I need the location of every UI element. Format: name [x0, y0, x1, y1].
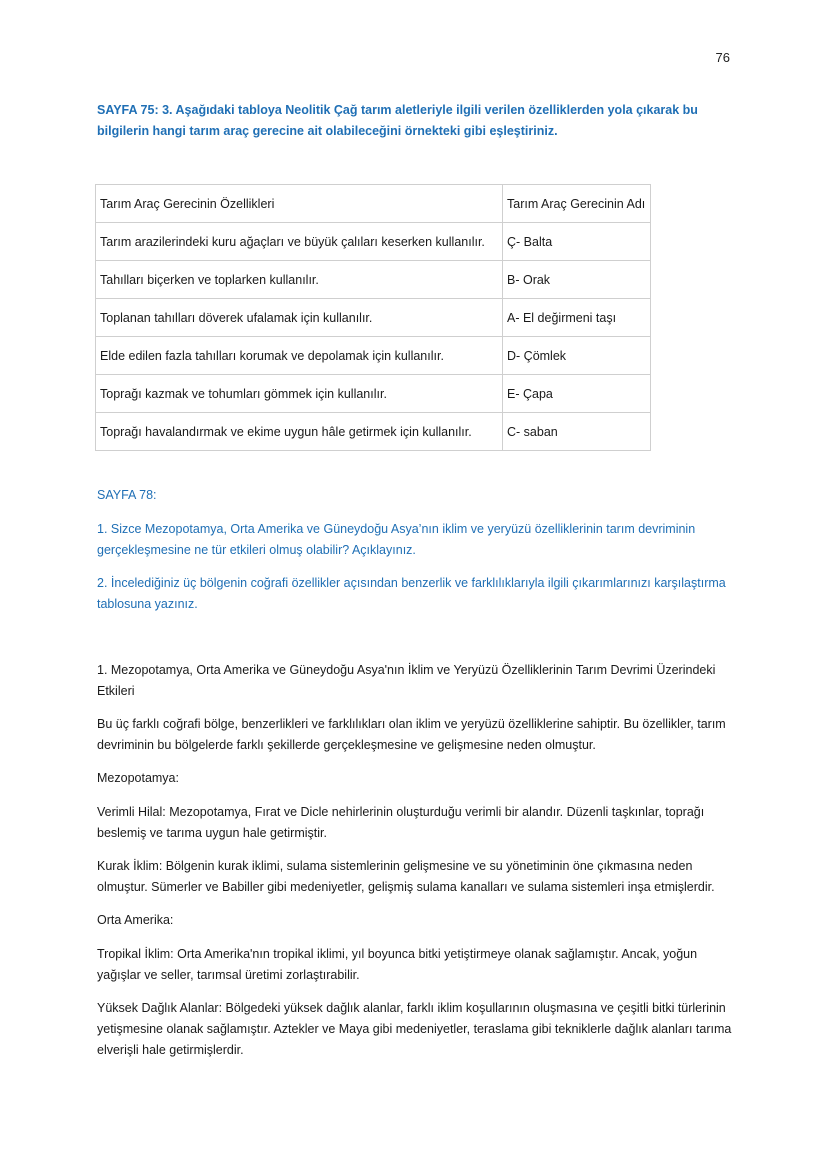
table-row: [96, 337, 651, 375]
sayfa78-question-1: 1. Sizce Mezopotamya, Orta Amerika ve Güneydoğu Asya’nın iklim ve yeryüzü özelliklerinin tarım devriminin gerçekleşmesine ne tür etkileri olmuş olabilir? Açıklayınız.: [97, 522, 696, 557]
header-tool-name: Tarım Araç Gerecinin Adı: [503, 185, 651, 223]
table-row: [96, 299, 651, 337]
sayfa78-question-2: 2. İncelediğiniz üç bölgenin coğrafi özellikler açısından benzerlik ve farklılıklarıyla ilgili çıkarımlarınızı karşılaştırma tablosuna yazınız.: [97, 576, 726, 611]
tool-cell: A- El değirmeni taşı: [503, 299, 651, 337]
mezopotamya-title: Mezopotamya:: [97, 771, 179, 785]
table-row: [96, 413, 651, 451]
tropikal-iklim-paragraph: Tropikal İklim: Orta Amerika'nın tropikal iklimi, yıl boyunca bitki yetiştirmeye olanak sağlamıştır. Ancak, yoğun yağışlar ve seller, tarımsal üretimi zorlaştırabilir.: [97, 947, 698, 982]
feature-cell: Toprağı havalandırmak ve ekime uygun hâle getirmek için kullanılır.: [96, 413, 503, 451]
table-row: [96, 375, 651, 413]
tool-cell: E- Çapa: [503, 375, 651, 413]
tool-cell: C- saban: [503, 413, 651, 451]
features-table: [95, 184, 651, 451]
yuksek-dag-paragraph: Yüksek Dağlık Alanlar: Bölgedeki yüksek dağlık alanlar, farklı iklim koşullarının oluşmasına ve çeşitli bitki türlerinin yetişmesine olanak sağlamıştır. Aztekler ve Maya gibi medeniyetler, teraslama gibi tekniklerle dağlık alanları tarıma elverişli hale getirmişlerdir.: [97, 1001, 732, 1057]
feature-cell: Toplanan tahılları döverek ufalamak için kullanılır.: [96, 299, 503, 337]
table-header-row: [96, 185, 651, 223]
table-row: [96, 223, 651, 261]
table-row: [96, 261, 651, 299]
feature-cell: Tarım arazilerindeki kuru ağaçları ve büyük çalıları keserken kullanılır.: [96, 223, 503, 261]
answer-heading: 1. Mezopotamya, Orta Amerika ve Güneydoğu Asya'nın İklim ve Yeryüzü Özelliklerinin Tarım Devrimi Üzerindeki Etkileri: [97, 663, 716, 698]
page-number: 76: [715, 50, 730, 65]
feature-cell: Elde edilen fazla tahılları korumak ve depolamak için kullanılır.: [96, 337, 503, 375]
feature-cell: Tahılları biçerken ve toplarken kullanılır.: [96, 261, 503, 299]
header-features: Tarım Araç Gerecinin Özellikleri: [96, 185, 503, 223]
verimli-hilal-paragraph: Verimli Hilal: Mezopotamya, Fırat ve Dicle nehirlerinin oluşturduğu verimli bir alandır. Düzenli taşkınlar, toprağı beslemiş ve tarıma uygun hale getirmiştir.: [97, 805, 705, 840]
orta-amerika-title: Orta Amerika:: [97, 913, 174, 927]
sayfa75-question: SAYFA 75: 3. Aşağıdaki tabloya Neolitik Çağ tarım aletleriyle ilgili verilen özelliklerden yola çıkarak bu bilgilerin hangi tarım araç gerecine ait olabileceğini örnekteki gibi eşleştiriniz.: [97, 103, 698, 138]
feature-cell: Toprağı kazmak ve tohumları gömmek için kullanılır.: [96, 375, 503, 413]
tool-cell: Ç- Balta: [503, 223, 651, 261]
sayfa78-title: SAYFA 78:: [97, 488, 157, 502]
tool-cell: D- Çömlek: [503, 337, 651, 375]
answer-intro: Bu üç farklı coğrafi bölge, benzerlikleri ve farklılıkları olan iklim ve yeryüzü özelliklerine sahiptir. Bu özellikler, tarım devriminin bu bölgelerde farklı şekillerde gerçekleşmesine ve gelişmesine neden olmuştur.: [97, 717, 726, 752]
kurak-iklim-paragraph: Kurak İklim: Bölgenin kurak iklimi, sulama sistemlerinin gelişmesine ve su yönetiminin öne çıkmasına neden olmuştur. Sümerler ve Babiller gibi medeniyetler, gelişmiş sulama kanalları ve sulama sistemleri inşa etmişlerdir.: [97, 859, 715, 894]
tool-cell: B- Orak: [503, 261, 651, 299]
